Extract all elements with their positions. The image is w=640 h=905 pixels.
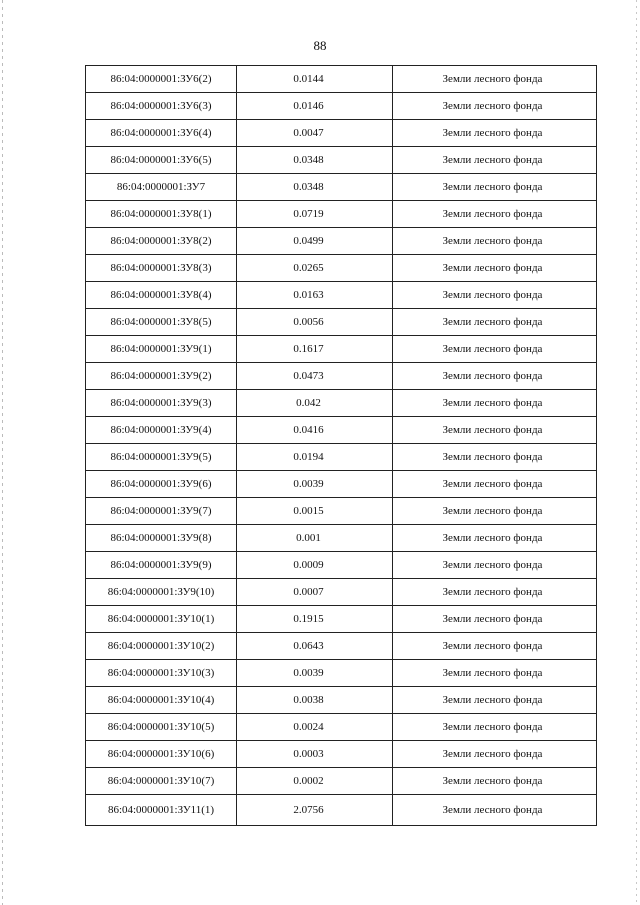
cadastral-number-cell: 86:04:0000001:ЗУ10(3) xyxy=(86,660,237,687)
land-category-cell xyxy=(393,174,597,201)
land-category-cell xyxy=(393,228,597,255)
land-category-value: Земли лесного фонда xyxy=(442,127,543,139)
area-cell xyxy=(237,795,393,826)
area-cell xyxy=(237,741,393,768)
land-category-cell xyxy=(393,471,597,498)
area-value: 0.001 xyxy=(296,532,321,544)
table-row xyxy=(86,525,597,552)
cadastral-number-cell: 86:04:0000001:ЗУ9(6) xyxy=(86,471,237,498)
area-value: 0.0416 xyxy=(293,424,324,436)
land-category-value: Земли лесного фонда xyxy=(442,804,543,816)
cadastral-number-cell: 86:04:0000001:ЗУ6(3) xyxy=(86,93,237,120)
scan-edge-left xyxy=(2,0,3,905)
cadastral-number-cell: 86:04:0000001:ЗУ9(2) xyxy=(86,363,237,390)
area-value: 2.0756 xyxy=(293,804,324,816)
land-category-cell xyxy=(393,282,597,309)
land-category-cell xyxy=(393,66,597,93)
land-category-cell xyxy=(393,255,597,282)
land-category-cell xyxy=(393,147,597,174)
area-cell xyxy=(237,309,393,336)
area-cell xyxy=(237,201,393,228)
land-category-value: Земли лесного фонда xyxy=(442,154,543,166)
area-cell xyxy=(237,768,393,795)
land-category-cell xyxy=(393,417,597,444)
cadastral-number-cell: 86:04:0000001:ЗУ9(3) xyxy=(86,390,237,417)
cadastral-number-cell: 86:04:0000001:ЗУ10(6) xyxy=(86,741,237,768)
area-value: 0.0265 xyxy=(293,262,324,274)
cadastral-number-cell: 86:04:0000001:ЗУ10(7) xyxy=(86,768,237,795)
land-plots-table xyxy=(85,65,597,826)
area-value: 0.0473 xyxy=(293,370,324,382)
land-category-value: Земли лесного фонда xyxy=(442,559,543,571)
area-value: 0.0039 xyxy=(293,478,324,490)
table-row xyxy=(86,660,597,687)
area-cell xyxy=(237,498,393,525)
area-value: 0.0038 xyxy=(293,694,324,706)
area-cell xyxy=(237,66,393,93)
cadastral-number-cell: 86:04:0000001:ЗУ9(9) xyxy=(86,552,237,579)
table-row xyxy=(86,228,597,255)
area-cell xyxy=(237,174,393,201)
area-value: 0.0163 xyxy=(293,289,324,301)
area-value: 0.0039 xyxy=(293,667,324,679)
area-value: 0.0047 xyxy=(293,127,324,139)
table-row xyxy=(86,255,597,282)
area-cell xyxy=(237,606,393,633)
land-category-value: Земли лесного фонда xyxy=(442,748,543,760)
area-value: 0.0056 xyxy=(293,316,324,328)
cadastral-number-cell: 86:04:0000001:ЗУ6(4) xyxy=(86,120,237,147)
land-category-cell xyxy=(393,606,597,633)
area-cell xyxy=(237,93,393,120)
area-cell xyxy=(237,660,393,687)
cadastral-number-cell: 86:04:0000001:ЗУ8(5) xyxy=(86,309,237,336)
table-row xyxy=(86,336,597,363)
land-category-value: Земли лесного фонда xyxy=(442,478,543,490)
area-cell xyxy=(237,390,393,417)
area-cell xyxy=(237,687,393,714)
area-value: 0.0024 xyxy=(293,721,324,733)
cadastral-number-cell: 86:04:0000001:ЗУ9(1) xyxy=(86,336,237,363)
land-category-value: Земли лесного фонда xyxy=(442,613,543,625)
table-row xyxy=(86,768,597,795)
cadastral-number-cell: 86:04:0000001:ЗУ7 xyxy=(86,174,237,201)
land-category-cell xyxy=(393,444,597,471)
area-value: 0.1915 xyxy=(293,613,324,625)
land-category-cell xyxy=(393,498,597,525)
area-cell xyxy=(237,120,393,147)
table-row xyxy=(86,93,597,120)
area-value: 0.0002 xyxy=(293,775,324,787)
land-category-value: Земли лесного фонда xyxy=(442,694,543,706)
land-category-value: Земли лесного фонда xyxy=(442,775,543,787)
area-value: 0.0348 xyxy=(293,154,324,166)
area-value: 0.0144 xyxy=(293,73,324,85)
area-cell xyxy=(237,147,393,174)
land-category-value: Земли лесного фонда xyxy=(442,100,543,112)
land-category-cell xyxy=(393,201,597,228)
land-category-value: Земли лесного фонда xyxy=(442,262,543,274)
land-category-value: Земли лесного фонда xyxy=(442,289,543,301)
land-category-value: Земли лесного фонда xyxy=(442,397,543,409)
cadastral-number-cell: 86:04:0000001:ЗУ8(2) xyxy=(86,228,237,255)
area-value: 0.0499 xyxy=(293,235,324,247)
area-value: 0.0015 xyxy=(293,505,324,517)
land-category-value: Земли лесного фонда xyxy=(442,208,543,220)
table-row xyxy=(86,714,597,741)
table-row xyxy=(86,417,597,444)
cadastral-number-cell: 86:04:0000001:ЗУ9(4) xyxy=(86,417,237,444)
area-cell xyxy=(237,579,393,606)
cadastral-number-cell: 86:04:0000001:ЗУ11(1) xyxy=(86,795,237,826)
area-value: 0.0348 xyxy=(293,181,324,193)
table-row xyxy=(86,606,597,633)
land-category-value: Земли лесного фонда xyxy=(442,235,543,247)
area-cell xyxy=(237,714,393,741)
cadastral-number-cell: 86:04:0000001:ЗУ10(2) xyxy=(86,633,237,660)
cadastral-number-cell: 86:04:0000001:ЗУ8(3) xyxy=(86,255,237,282)
area-cell xyxy=(237,444,393,471)
land-category-value: Земли лесного фонда xyxy=(442,586,543,598)
area-cell xyxy=(237,255,393,282)
land-category-value: Земли лесного фонда xyxy=(442,451,543,463)
area-value: 0.1617 xyxy=(293,343,324,355)
table-row xyxy=(86,66,597,93)
area-value: 0.0007 xyxy=(293,586,324,598)
table-row xyxy=(86,552,597,579)
table-row xyxy=(86,147,597,174)
table-row xyxy=(86,579,597,606)
table-row xyxy=(86,120,597,147)
land-category-value: Земли лесного фонда xyxy=(442,316,543,328)
scan-edge-right xyxy=(636,0,637,905)
cadastral-number-cell: 86:04:0000001:ЗУ9(7) xyxy=(86,498,237,525)
cadastral-number-cell: 86:04:0000001:ЗУ8(1) xyxy=(86,201,237,228)
cadastral-number-cell: 86:04:0000001:ЗУ6(2) xyxy=(86,66,237,93)
land-category-cell xyxy=(393,579,597,606)
area-cell xyxy=(237,363,393,390)
table-row xyxy=(86,201,597,228)
cadastral-number-cell: 86:04:0000001:ЗУ10(5) xyxy=(86,714,237,741)
cadastral-number-cell: 86:04:0000001:ЗУ10(1) xyxy=(86,606,237,633)
area-value: 0.0643 xyxy=(293,640,324,652)
area-cell xyxy=(237,417,393,444)
land-category-cell xyxy=(393,309,597,336)
table-row xyxy=(86,282,597,309)
land-category-cell xyxy=(393,525,597,552)
table-row xyxy=(86,498,597,525)
table-row xyxy=(86,687,597,714)
land-category-cell xyxy=(393,741,597,768)
land-category-value: Земли лесного фонда xyxy=(442,343,543,355)
area-cell xyxy=(237,552,393,579)
area-value: 0.042 xyxy=(296,397,321,409)
area-value: 0.0194 xyxy=(293,451,324,463)
table-row xyxy=(86,390,597,417)
area-value: 0.0009 xyxy=(293,559,324,571)
land-category-cell xyxy=(393,336,597,363)
area-value: 0.0719 xyxy=(293,208,324,220)
land-category-cell xyxy=(393,633,597,660)
land-category-cell xyxy=(393,795,597,826)
land-category-cell xyxy=(393,120,597,147)
area-cell xyxy=(237,228,393,255)
land-category-value: Земли лесного фонда xyxy=(442,640,543,652)
land-category-value: Земли лесного фонда xyxy=(442,73,543,85)
table-row xyxy=(86,309,597,336)
area-value: 0.0003 xyxy=(293,748,324,760)
table-row xyxy=(86,633,597,660)
table-row xyxy=(86,363,597,390)
land-category-cell xyxy=(393,660,597,687)
page-number: 88 xyxy=(313,38,327,53)
land-category-value: Земли лесного фонда xyxy=(442,532,543,544)
area-value: 0.0146 xyxy=(293,100,324,112)
table-row xyxy=(86,795,597,826)
land-category-cell xyxy=(393,552,597,579)
cadastral-number-cell: 86:04:0000001:ЗУ9(8) xyxy=(86,525,237,552)
land-category-value: Земли лесного фонда xyxy=(442,505,543,517)
cadastral-number-cell: 86:04:0000001:ЗУ6(5) xyxy=(86,147,237,174)
land-category-cell xyxy=(393,390,597,417)
area-cell xyxy=(237,336,393,363)
land-category-cell xyxy=(393,714,597,741)
land-category-value: Земли лесного фонда xyxy=(442,181,543,193)
land-category-value: Земли лесного фонда xyxy=(442,721,543,733)
table-row xyxy=(86,174,597,201)
area-cell xyxy=(237,282,393,309)
table-row xyxy=(86,741,597,768)
area-cell xyxy=(237,633,393,660)
area-cell xyxy=(237,525,393,552)
cadastral-number-cell: 86:04:0000001:ЗУ9(10) xyxy=(86,579,237,606)
land-category-cell xyxy=(393,93,597,120)
land-category-value: Земли лесного фонда xyxy=(442,370,543,382)
cadastral-number-cell: 86:04:0000001:ЗУ9(5) xyxy=(86,444,237,471)
area-cell xyxy=(237,471,393,498)
table-row xyxy=(86,471,597,498)
land-category-cell xyxy=(393,687,597,714)
cadastral-number-cell: 86:04:0000001:ЗУ10(4) xyxy=(86,687,237,714)
cadastral-number-cell: 86:04:0000001:ЗУ8(4) xyxy=(86,282,237,309)
land-category-cell xyxy=(393,363,597,390)
land-category-cell xyxy=(393,768,597,795)
table-body xyxy=(86,66,597,826)
land-category-value: Земли лесного фонда xyxy=(442,667,543,679)
land-category-value: Земли лесного фонда xyxy=(442,424,543,436)
table-row xyxy=(86,444,597,471)
